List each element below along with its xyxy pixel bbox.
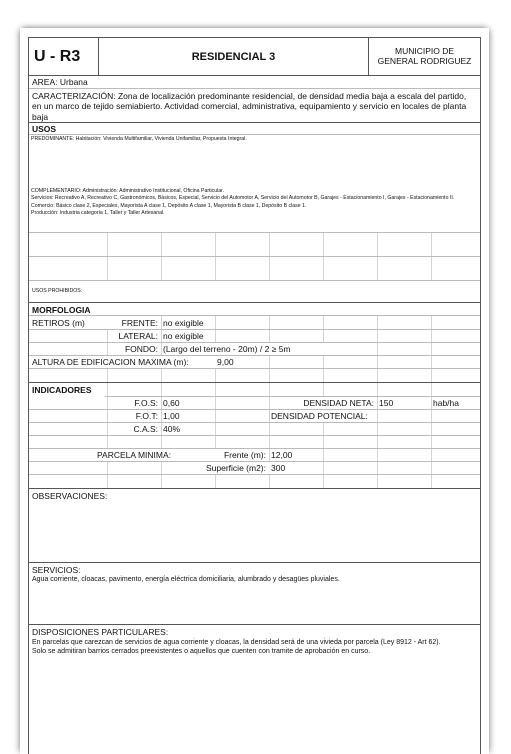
- retiros-lateral-row: [29, 330, 480, 343]
- grid-divider: [431, 462, 432, 474]
- grid-divider: [431, 316, 432, 329]
- grid-divider: [431, 369, 432, 382]
- grid-divider: [161, 257, 162, 280]
- fos-row: [29, 397, 480, 410]
- usos-heading: USOS: [32, 124, 57, 134]
- grid-divider: [431, 475, 432, 488]
- altura-row: [29, 356, 480, 369]
- document-page: [20, 28, 489, 754]
- parcela-superficie-value: 300: [271, 463, 286, 473]
- grid-divider: [269, 383, 270, 396]
- fos-value: 0,60: [163, 398, 180, 408]
- grid-divider: [377, 316, 378, 329]
- complementario-line-2: Comercio: Básico clase 2, Especiales, Mayorista A clase 1, Depósito A clase 1, Mayorista B clase 1, Depósito B clase 1.: [31, 202, 307, 209]
- grid-divider: [107, 436, 108, 448]
- grid-divider: [161, 410, 162, 422]
- grid-divider: [107, 369, 108, 382]
- complementario-line-0: COMPLEMENTARIO: Administración: Administrativo Institucional, Oficina Particular.: [31, 188, 225, 194]
- grid-divider: [161, 397, 162, 409]
- densidad-neta-value: 150: [379, 398, 394, 408]
- grid-divider: [377, 436, 378, 448]
- frente-label: FRENTE:: [121, 318, 158, 328]
- predominante-text: PREDOMINANTE: Habitación: Vivienda Multifamiliar, Vivienda Unifamiliar, Propuesta Integral.: [31, 136, 247, 142]
- zone-code: U - R3: [29, 38, 99, 75]
- grid-divider: [269, 436, 270, 448]
- grid-divider: [215, 233, 216, 256]
- prohibidos-row: [29, 281, 480, 303]
- grid-divider: [215, 475, 216, 488]
- cas-value: 40%: [163, 424, 181, 434]
- grid-divider: [107, 343, 108, 355]
- grid-divider: [431, 233, 432, 256]
- complementario-line-1: Servicios: Recreativo A, Recreativo C, Gastronómicos, Básicos, Especial, Servicio del Automotor A, Servicio del Automotor B, Garajes - Estacionamiento I, Garajes - Estacionamiento II.: [31, 195, 455, 202]
- parcela-frente-label: Frente (m):: [223, 450, 266, 460]
- grid-divider: [161, 475, 162, 488]
- grid-divider: [377, 449, 378, 461]
- grid-divider: [323, 330, 324, 342]
- indicadores-end-row: [29, 475, 480, 489]
- grid-divider: [431, 356, 432, 368]
- frente-value: no exigible: [163, 318, 204, 328]
- fot-row: [29, 410, 480, 423]
- complementario-line-3: Producción: Industria categoría 1, Taller y Taller Artesanal.: [31, 210, 165, 217]
- predominante-row: [29, 135, 480, 187]
- servicios-heading: SERVICIOS:: [32, 565, 81, 575]
- fos-label: F.O.S:: [134, 398, 158, 408]
- usos-grid-row: [29, 233, 480, 257]
- servicios-text: Agua corriente, cloacas, pavimento, energía eléctrica domiciliaria, alumbrado y desagües pluviales.: [32, 576, 340, 583]
- grid-divider: [377, 257, 378, 280]
- grid-divider: [215, 423, 216, 435]
- grid-divider: [377, 343, 378, 355]
- grid-divider: [323, 369, 324, 382]
- altura-value: 9,00: [217, 357, 234, 367]
- caracterizacion-text: CARACTERIZACIÓN: Zona de localización predominante residencial, de densidad media baja a escala del partido, en un marco de tejido semiabierto. Actividad comercial, administrativa, equipamiento y servicio en locales de planta baja: [32, 91, 467, 122]
- grid-divider: [269, 369, 270, 382]
- grid-divider: [107, 257, 108, 280]
- grid-divider: [161, 330, 162, 342]
- sheet-header: [29, 38, 480, 76]
- parcela-minima-label: PARCELA MINIMA:: [97, 450, 171, 460]
- observaciones-row: [29, 489, 480, 563]
- fondo-label: FONDO:: [124, 344, 158, 354]
- disposiciones-heading: DISPOSICIONES PARTICULARES:: [32, 627, 169, 637]
- municipality-line1: MUNICIPIO DE: [394, 46, 455, 56]
- grid-divider: [269, 233, 270, 256]
- grid-divider: [431, 397, 432, 409]
- grid-divider: [431, 257, 432, 280]
- grid-divider: [323, 462, 324, 474]
- grid-divider: [161, 343, 162, 355]
- zoning-sheet: [28, 37, 481, 754]
- retiros-fondo-row: [29, 343, 480, 356]
- grid-divider: [323, 436, 324, 448]
- area-row: [29, 76, 480, 89]
- grid-divider: [107, 233, 108, 256]
- parcela-superficie-label: Superficie (m2):: [206, 463, 266, 473]
- grid-divider: [161, 369, 162, 382]
- complementario-row: [29, 187, 480, 233]
- grid-divider: [161, 316, 162, 329]
- grid-divider: [377, 397, 378, 409]
- grid-divider: [215, 316, 216, 329]
- grid-divider: [269, 410, 270, 422]
- cas-label: C.A.S:: [133, 424, 158, 434]
- grid-divider: [323, 316, 324, 329]
- grid-divider: [215, 330, 216, 342]
- grid-divider: [107, 410, 108, 422]
- usos-grid-row: [29, 257, 480, 281]
- lateral-value: no exigible: [163, 331, 204, 341]
- grid-divider: [377, 462, 378, 474]
- prohibidos-label: USOS PROHIBIDOS:: [32, 288, 83, 294]
- grid-divider: [269, 397, 270, 409]
- grid-divider: [323, 423, 324, 435]
- morfologia-heading-row: [29, 303, 480, 316]
- indicadores-heading-row: [29, 383, 480, 397]
- disposiciones-row: [29, 625, 480, 685]
- grid-divider: [377, 369, 378, 382]
- indicadores-spacer-row: [29, 436, 480, 449]
- grid-divider: [215, 397, 216, 409]
- parcela-superficie-row: [29, 462, 480, 475]
- grid-divider: [377, 356, 378, 368]
- grid-divider: [215, 257, 216, 280]
- grid-divider: [215, 369, 216, 382]
- parcela-frente-row: [29, 449, 480, 462]
- grid-divider: [431, 423, 432, 435]
- morfologia-heading: MORFOLOGIA: [32, 305, 91, 315]
- grid-divider: [215, 436, 216, 448]
- cas-row: [29, 423, 480, 436]
- disposiciones-line1: En parcelas que carezcan de servicios de agua corriente y cloacas, la densidad será de una vivieda por parcela (Ley 8912 - Art 62).: [32, 639, 441, 646]
- morfologia-spacer-row: [29, 369, 480, 383]
- grid-divider: [431, 449, 432, 461]
- grid-divider: [161, 436, 162, 448]
- grid-divider: [377, 475, 378, 488]
- grid-divider: [107, 383, 108, 396]
- grid-divider: [215, 410, 216, 422]
- grid-divider: [161, 462, 162, 474]
- densidad-neta-label: DENSIDAD NETA:: [303, 398, 374, 408]
- grid-divider: [323, 356, 324, 368]
- grid-divider: [377, 423, 378, 435]
- usos-heading-row: [29, 123, 480, 135]
- fondo-value: (Largo del terreno - 20m) / 2 ≥ 5m: [163, 344, 291, 354]
- grid-divider: [269, 423, 270, 435]
- densidad-potencial-label: DENSIDAD POTENCIAL:: [271, 411, 368, 421]
- grid-divider: [323, 475, 324, 488]
- grid-divider: [377, 330, 378, 342]
- grid-divider: [161, 233, 162, 256]
- grid-divider: [269, 449, 270, 461]
- grid-divider: [161, 383, 162, 396]
- disposiciones-line2: Solo se admitiran barrios cerrados preexistentes o aquellos que cuenten con tramite de aprobación en curso.: [32, 648, 371, 655]
- grid-divider: [161, 423, 162, 435]
- densidad-neta-unit: hab/ha: [433, 398, 459, 408]
- grid-divider: [431, 343, 432, 355]
- grid-divider: [323, 233, 324, 256]
- grid-divider: [269, 330, 270, 342]
- grid-divider: [323, 383, 324, 396]
- grid-divider: [377, 383, 378, 396]
- grid-divider: [431, 436, 432, 448]
- altura-label: ALTURA DE EDIFICACION MAXIMA (m):: [32, 357, 189, 367]
- grid-divider: [269, 257, 270, 280]
- fot-value: 1,00: [163, 411, 180, 421]
- indicadores-heading: INDICADORES: [29, 383, 105, 397]
- grid-divider: [377, 410, 378, 422]
- zone-title: RESIDENCIAL 3: [99, 38, 369, 75]
- municipality: [369, 38, 480, 75]
- grid-divider: [107, 423, 108, 435]
- grid-divider: [431, 383, 432, 396]
- grid-divider: [107, 462, 108, 474]
- grid-divider: [269, 356, 270, 368]
- grid-divider: [107, 475, 108, 488]
- fot-label: F.O.T:: [135, 411, 158, 421]
- grid-divider: [107, 397, 108, 409]
- retiros-label: RETIROS (m): [32, 318, 85, 328]
- grid-divider: [269, 475, 270, 488]
- retiros-frente-row: [29, 316, 480, 330]
- grid-divider: [431, 410, 432, 422]
- observaciones-label: OBSERVACIONES:: [32, 491, 108, 501]
- grid-divider: [215, 383, 216, 396]
- area-text: AREA: Urbana: [32, 77, 88, 87]
- grid-divider: [269, 316, 270, 329]
- grid-divider: [431, 330, 432, 342]
- parcela-frente-value: 12,00: [271, 450, 293, 460]
- grid-divider: [377, 233, 378, 256]
- lateral-label: LATERAL:: [118, 331, 158, 341]
- servicios-row: [29, 563, 480, 625]
- caracterizacion-row: [29, 89, 480, 123]
- grid-divider: [323, 449, 324, 461]
- municipality-line2: GENERAL RODRIGUEZ: [377, 56, 472, 66]
- grid-divider: [323, 257, 324, 280]
- grid-divider: [107, 330, 108, 342]
